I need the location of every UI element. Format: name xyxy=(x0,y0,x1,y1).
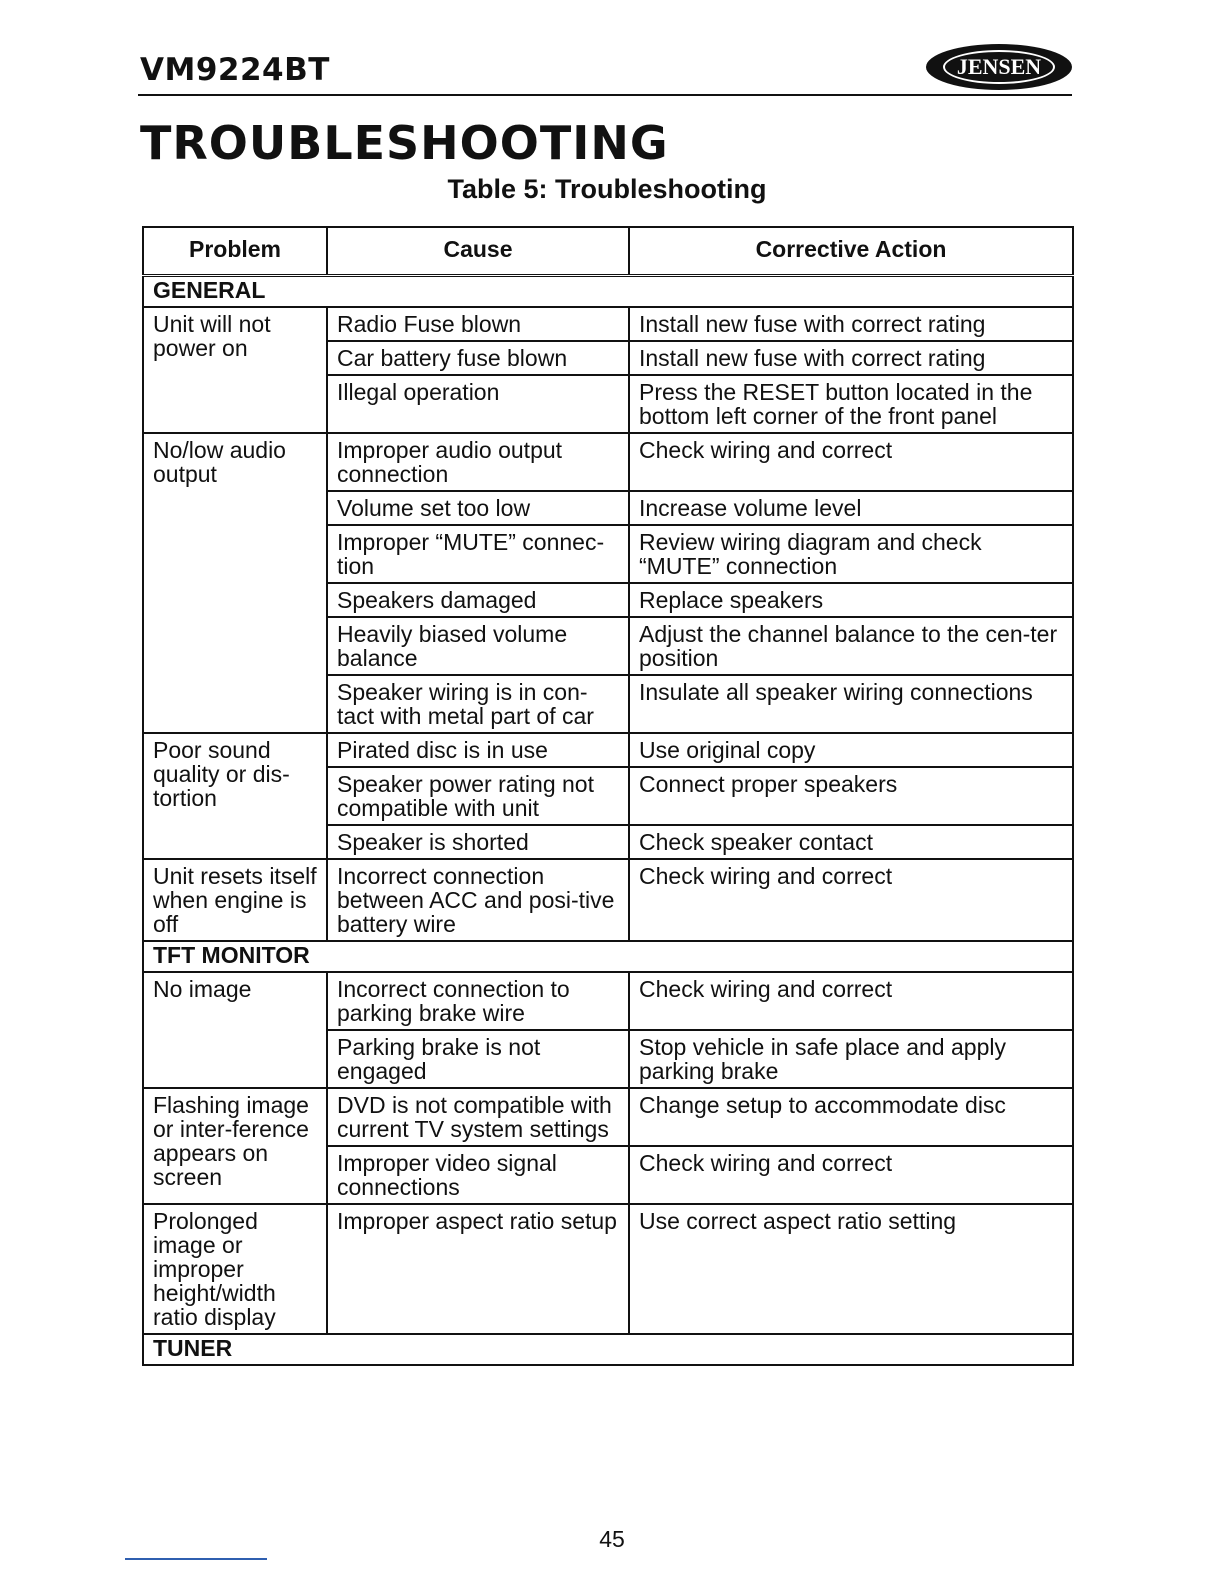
cause-cell: Heavily biased volume balance xyxy=(327,617,629,675)
cause-cell: Parking brake is not engaged xyxy=(327,1030,629,1088)
section-row xyxy=(143,1334,1073,1365)
action-cell: Install new fuse with correct rating xyxy=(629,307,1073,341)
cause-cell: Speaker power rating not compatible with unit xyxy=(327,767,629,825)
jensen-logo xyxy=(926,44,1072,90)
section-row xyxy=(143,941,1073,972)
table-row xyxy=(143,859,1073,941)
table-row xyxy=(143,972,1073,1030)
table-row xyxy=(143,733,1073,767)
problem-cell: Flashing image or inter-ference appears on screen xyxy=(143,1088,327,1204)
action-cell: Check wiring and correct xyxy=(629,1146,1073,1204)
section-row xyxy=(143,276,1073,308)
cause-cell: Incorrect connection to parking brake wire xyxy=(327,972,629,1030)
cause-cell: Volume set too low xyxy=(327,491,629,525)
troubleshooting-table xyxy=(142,226,1074,1366)
footnote-divider xyxy=(125,1558,267,1560)
cause-cell: Incorrect connection between ACC and posi-tive battery wire xyxy=(327,859,629,941)
table-row xyxy=(143,433,1073,491)
cause-cell: Improper video signal connections xyxy=(327,1146,629,1204)
action-cell: Increase volume level xyxy=(629,491,1073,525)
cause-cell: Car battery fuse blown xyxy=(327,341,629,375)
table-row xyxy=(143,1088,1073,1146)
cause-cell: DVD is not compatible with current TV system settings xyxy=(327,1088,629,1146)
table-body xyxy=(143,276,1073,1366)
cause-cell: Speakers damaged xyxy=(327,583,629,617)
action-cell: Replace speakers xyxy=(629,583,1073,617)
table-row xyxy=(143,1204,1073,1334)
page-title: TROUBLESHOOTING xyxy=(140,116,669,170)
action-cell: Check wiring and correct xyxy=(629,972,1073,1030)
action-cell: Use correct aspect ratio setting xyxy=(629,1204,1073,1334)
cause-cell: Improper audio output connection xyxy=(327,433,629,491)
problem-cell: No/low audio output xyxy=(143,433,327,733)
column-header-action: Corrective Action xyxy=(629,227,1073,276)
action-cell: Check speaker contact xyxy=(629,825,1073,859)
section-title: TFT MONITOR xyxy=(143,941,1073,972)
cause-cell: Radio Fuse blown xyxy=(327,307,629,341)
model-name: VM9224BT xyxy=(140,52,330,88)
action-cell: Change setup to accommodate disc xyxy=(629,1088,1073,1146)
action-cell: Press the RESET button located in the bottom left corner of the front panel xyxy=(629,375,1073,433)
page-header xyxy=(138,44,1072,96)
cause-cell: Speaker is shorted xyxy=(327,825,629,859)
action-cell: Adjust the channel balance to the cen-ter position xyxy=(629,617,1073,675)
table-caption: Table 5: Troubleshooting xyxy=(447,174,767,204)
page-number: 45 xyxy=(599,1526,625,1552)
action-cell: Install new fuse with correct rating xyxy=(629,341,1073,375)
logo-text: JENSEN xyxy=(943,50,1055,84)
problem-cell: Unit will not power on xyxy=(143,307,327,433)
action-cell: Check wiring and correct xyxy=(629,433,1073,491)
column-header-cause: Cause xyxy=(327,227,629,276)
table-row xyxy=(143,307,1073,341)
section-title: GENERAL xyxy=(143,276,1073,308)
column-header-problem: Problem xyxy=(143,227,327,276)
cause-cell: Speaker wiring is in con-tact with metal part of car xyxy=(327,675,629,733)
cause-cell: Illegal operation xyxy=(327,375,629,433)
action-cell: Insulate all speaker wiring connections xyxy=(629,675,1073,733)
action-cell: Review wiring diagram and check “MUTE” connection xyxy=(629,525,1073,583)
table-header-row xyxy=(143,227,1073,276)
problem-cell: Prolonged image or improper height/width ratio display xyxy=(143,1204,327,1334)
action-cell: Connect proper speakers xyxy=(629,767,1073,825)
cause-cell: Improper aspect ratio setup xyxy=(327,1204,629,1334)
problem-cell: Unit resets itself when engine is off xyxy=(143,859,327,941)
section-title: TUNER xyxy=(143,1334,1073,1365)
cause-cell: Pirated disc is in use xyxy=(327,733,629,767)
problem-cell: No image xyxy=(143,972,327,1088)
action-cell: Use original copy xyxy=(629,733,1073,767)
action-cell: Stop vehicle in safe place and apply parking brake xyxy=(629,1030,1073,1088)
header-divider xyxy=(138,94,1072,96)
cause-cell: Improper “MUTE” connec-tion xyxy=(327,525,629,583)
problem-cell: Poor sound quality or dis-tortion xyxy=(143,733,327,859)
action-cell: Check wiring and correct xyxy=(629,859,1073,941)
